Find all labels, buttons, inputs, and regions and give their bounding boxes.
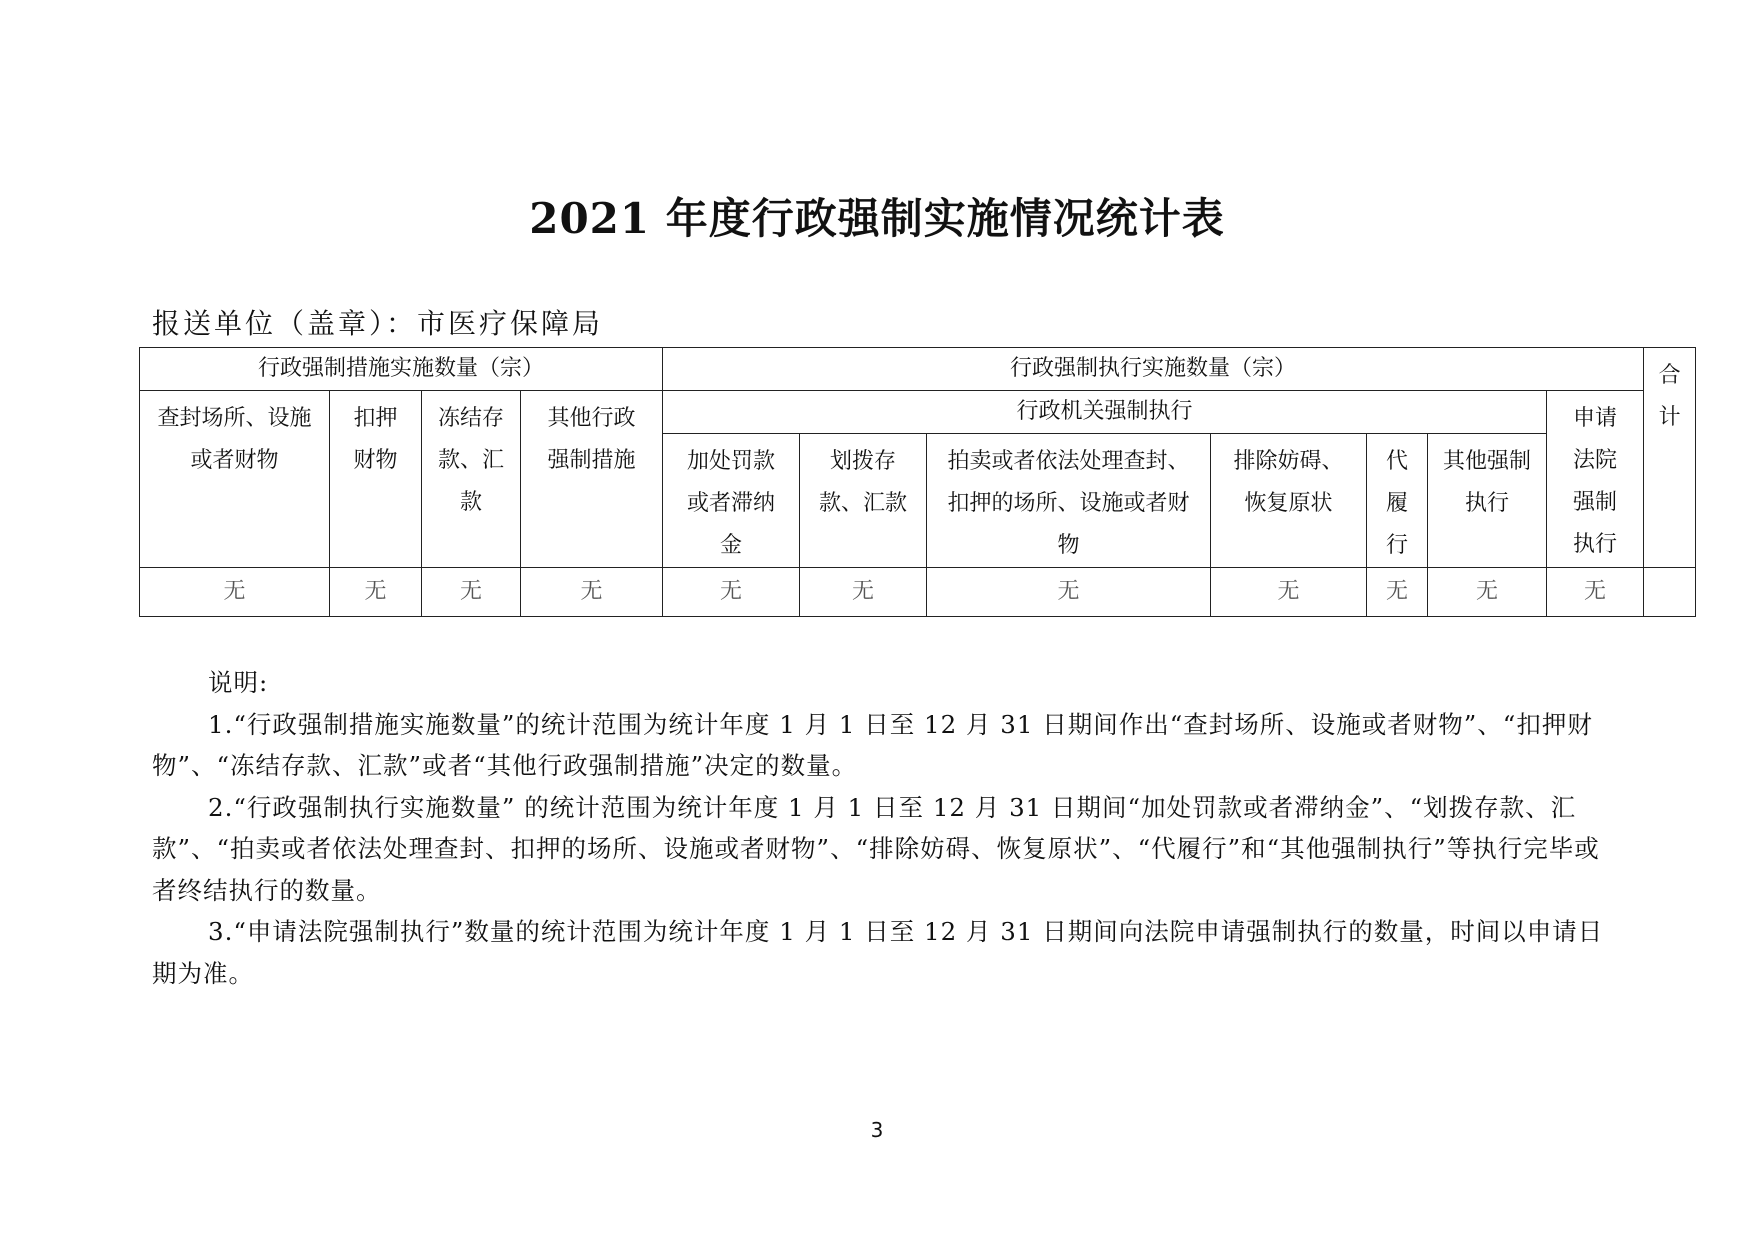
data-cell: 无 — [800, 568, 927, 617]
note-item-2: 2.“行政强制执行实施数量” 的统计范围为统计年度 1 月 1 日至 12 月 31 日期间“加处罚款或者滞纳金”、“划拨存款、汇款”、“拍卖或者依法处理查封、扣押的场所、设施或者财物”、“排除妨碍、恢复原状”、“代履行”和“其他强制执行”等执行完毕或者终结执行的数量。 — [152, 792, 1600, 905]
statistics-table — [139, 347, 1696, 617]
note-item-3: 3.“申请法院强制执行”数量的统计范围为统计年度 1 月 1 日至 12 月 31 日期间向法院申请强制执行的数量，时间以申请日期为准。 — [152, 917, 1604, 988]
header-enforcement-group: 行政强制执行实施数量（宗） — [663, 348, 1644, 391]
header-substitute-performance: 代履行 — [1367, 434, 1428, 568]
header-other-enforcement: 其他强制执行 — [1428, 434, 1547, 568]
header-other-measures: 其他行政强制措施 — [521, 391, 663, 568]
header-auction-property: 拍卖或者依法处理查封、扣押的场所、设施或者财物 — [927, 434, 1211, 568]
data-cell: 无 — [422, 568, 521, 617]
header-freeze-deposits: 冻结存款、汇款 — [422, 391, 521, 568]
notes-section — [152, 662, 1612, 994]
data-cell: 无 — [663, 568, 800, 617]
header-transfer-deposits: 划拨存款、汇款 — [800, 434, 927, 568]
data-cell: 无 — [521, 568, 663, 617]
data-cell-total — [1644, 568, 1696, 617]
header-row-2 — [140, 391, 1696, 434]
data-cell: 无 — [330, 568, 422, 617]
note-item-1: 1.“行政强制措施实施数量”的统计范围为统计年度 1 月 1 日至 12 月 31 日期间作出“查封场所、设施或者财物”、“扣押财物”、“冻结存款、汇款”或者“其他行政强制措施”决定的数量。 — [152, 709, 1593, 780]
header-court-enforcement: 申请法院强制执行 — [1547, 391, 1644, 568]
header-remove-obstruction: 排除妨碍、恢复原状 — [1211, 434, 1367, 568]
data-cell: 无 — [1211, 568, 1367, 617]
data-cell: 无 — [927, 568, 1211, 617]
header-admin-enforcement: 行政机关强制执行 — [663, 391, 1547, 434]
header-seize-property: 扣押财物 — [330, 391, 422, 568]
notes-heading: 说明: — [208, 668, 269, 697]
reporting-unit: 报送单位（盖章）：市医疗保障局 — [152, 307, 604, 340]
header-late-fine: 加处罚款或者滞纳金 — [663, 434, 800, 568]
table-row — [140, 568, 1696, 617]
data-cell: 无 — [1547, 568, 1644, 617]
header-measures-group: 行政强制措施实施数量（宗） — [140, 348, 663, 391]
header-total: 合计 — [1644, 348, 1696, 568]
page-number: 3 — [870, 1118, 884, 1142]
page-title: 2021 年度行政强制实施情况统计表 — [529, 194, 1225, 243]
data-cell: 无 — [1367, 568, 1428, 617]
data-cell: 无 — [1428, 568, 1547, 617]
header-seal-property: 查封场所、设施或者财物 — [140, 391, 330, 568]
header-row-1 — [140, 348, 1696, 391]
data-cell: 无 — [140, 568, 330, 617]
